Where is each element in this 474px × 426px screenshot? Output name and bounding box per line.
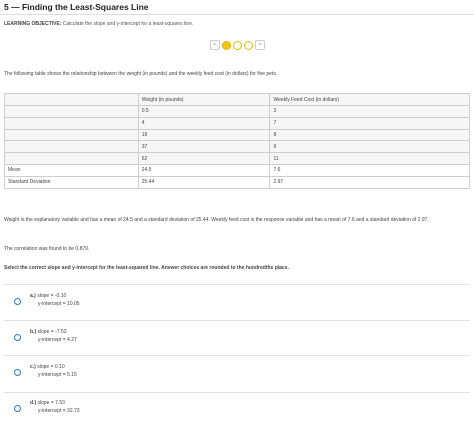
choice-intercept: y-intercept = 5.15	[38, 372, 77, 378]
pager-dot[interactable]	[233, 41, 242, 50]
choice-label: c.)	[30, 364, 36, 370]
objective-text: Calculate the slope and y-intercept for a least-squares line.	[62, 21, 194, 27]
choice-slope: slope = -7.53	[37, 329, 67, 335]
choice-divider	[4, 284, 470, 285]
choice-d[interactable]	[14, 397, 314, 425]
choice-text	[30, 363, 77, 379]
choice-label: b.)	[30, 329, 37, 335]
table-cell: 11	[270, 153, 470, 165]
table-cell: 8	[270, 129, 470, 141]
learning-objective	[4, 21, 193, 27]
table-cell	[5, 117, 139, 129]
choice-slope: slope = 7.53	[37, 400, 65, 406]
question-pager	[210, 39, 265, 51]
table-cell: 62	[138, 153, 270, 165]
table-row	[5, 117, 470, 129]
radio-button[interactable]	[14, 369, 21, 376]
correlation-text: The correlation was found to be 0.879.	[4, 246, 90, 252]
table-cell: 37	[138, 141, 270, 153]
choice-a[interactable]	[14, 290, 314, 318]
choice-divider	[4, 320, 470, 321]
table-cell: 3	[270, 106, 470, 118]
table-cell: Standard Deviation	[5, 176, 139, 188]
choice-text	[30, 399, 80, 415]
table-row-std-dev	[5, 176, 470, 188]
table-header-row	[5, 94, 470, 106]
radio-button[interactable]	[14, 298, 21, 305]
table-cell: 9	[270, 141, 470, 153]
next-arrow-icon[interactable]: >	[255, 40, 265, 50]
table-cell: 7	[270, 117, 470, 129]
choice-divider	[4, 392, 470, 393]
choice-slope: slope = -0.10	[37, 293, 67, 299]
description-paragraph: Weight is the explanatory variable and has a mean of 24.5 and a standard deviation of 25.44. Weekly feed cost is the response variable and has a mean of 7.6 and a standard deviation of 2.97.	[4, 217, 429, 223]
table-header-cell: Weight (in pounds)	[138, 94, 270, 106]
table-row-mean	[5, 164, 470, 176]
page-title: 5 — Finding the Least-Squares Line	[4, 2, 149, 12]
table-row	[5, 129, 470, 141]
pager-dot-current[interactable]	[222, 41, 231, 50]
prev-arrow-icon[interactable]: <	[210, 40, 220, 50]
table-row	[5, 141, 470, 153]
table-cell	[5, 129, 139, 141]
table-cell	[5, 153, 139, 165]
table-cell: 0.5	[138, 106, 270, 118]
choice-text	[30, 292, 80, 308]
choice-divider	[4, 355, 470, 356]
table-header-cell	[5, 94, 139, 106]
table-header-cell: Weekly Feed Cost (in dollars)	[270, 94, 470, 106]
choice-intercept: y-intercept = 10.05	[38, 301, 80, 307]
table-cell: 4	[138, 117, 270, 129]
data-table	[4, 93, 470, 189]
table-cell	[5, 141, 139, 153]
intro-text: The following table shows the relationship between the weight (in pounds) and the weekly feed cost (in dollars) for five pets.	[4, 71, 278, 77]
choice-label: a.)	[30, 293, 36, 299]
table-cell: 2.97	[270, 176, 470, 188]
table-cell	[5, 106, 139, 118]
table-cell: 24.5	[138, 164, 270, 176]
table-cell: 19	[138, 129, 270, 141]
table-cell: Mean	[5, 164, 139, 176]
choice-label: d.)	[30, 400, 37, 406]
objective-label: LEARNING OBJECTIVE:	[4, 21, 62, 27]
instruction-text: Select the correct slope and y-intercept for the least-squared line. Answer choices are rounded to the hundredths place.	[4, 265, 289, 271]
choice-c[interactable]	[14, 361, 314, 389]
table-row	[5, 106, 470, 118]
choice-b[interactable]	[14, 326, 314, 354]
choice-intercept: y-intercept = 4.27	[38, 337, 77, 343]
radio-button[interactable]	[14, 334, 21, 341]
table-cell: 7.6	[270, 164, 470, 176]
choice-intercept: y-intercept = 32.73	[38, 408, 80, 414]
choice-text	[30, 328, 77, 344]
pager-dot[interactable]	[244, 41, 253, 50]
table-row	[5, 153, 470, 165]
table-cell: 25.44	[138, 176, 270, 188]
choice-slope: slope = 0.10	[37, 364, 65, 370]
title-divider	[0, 14, 474, 15]
radio-button[interactable]	[14, 405, 21, 412]
